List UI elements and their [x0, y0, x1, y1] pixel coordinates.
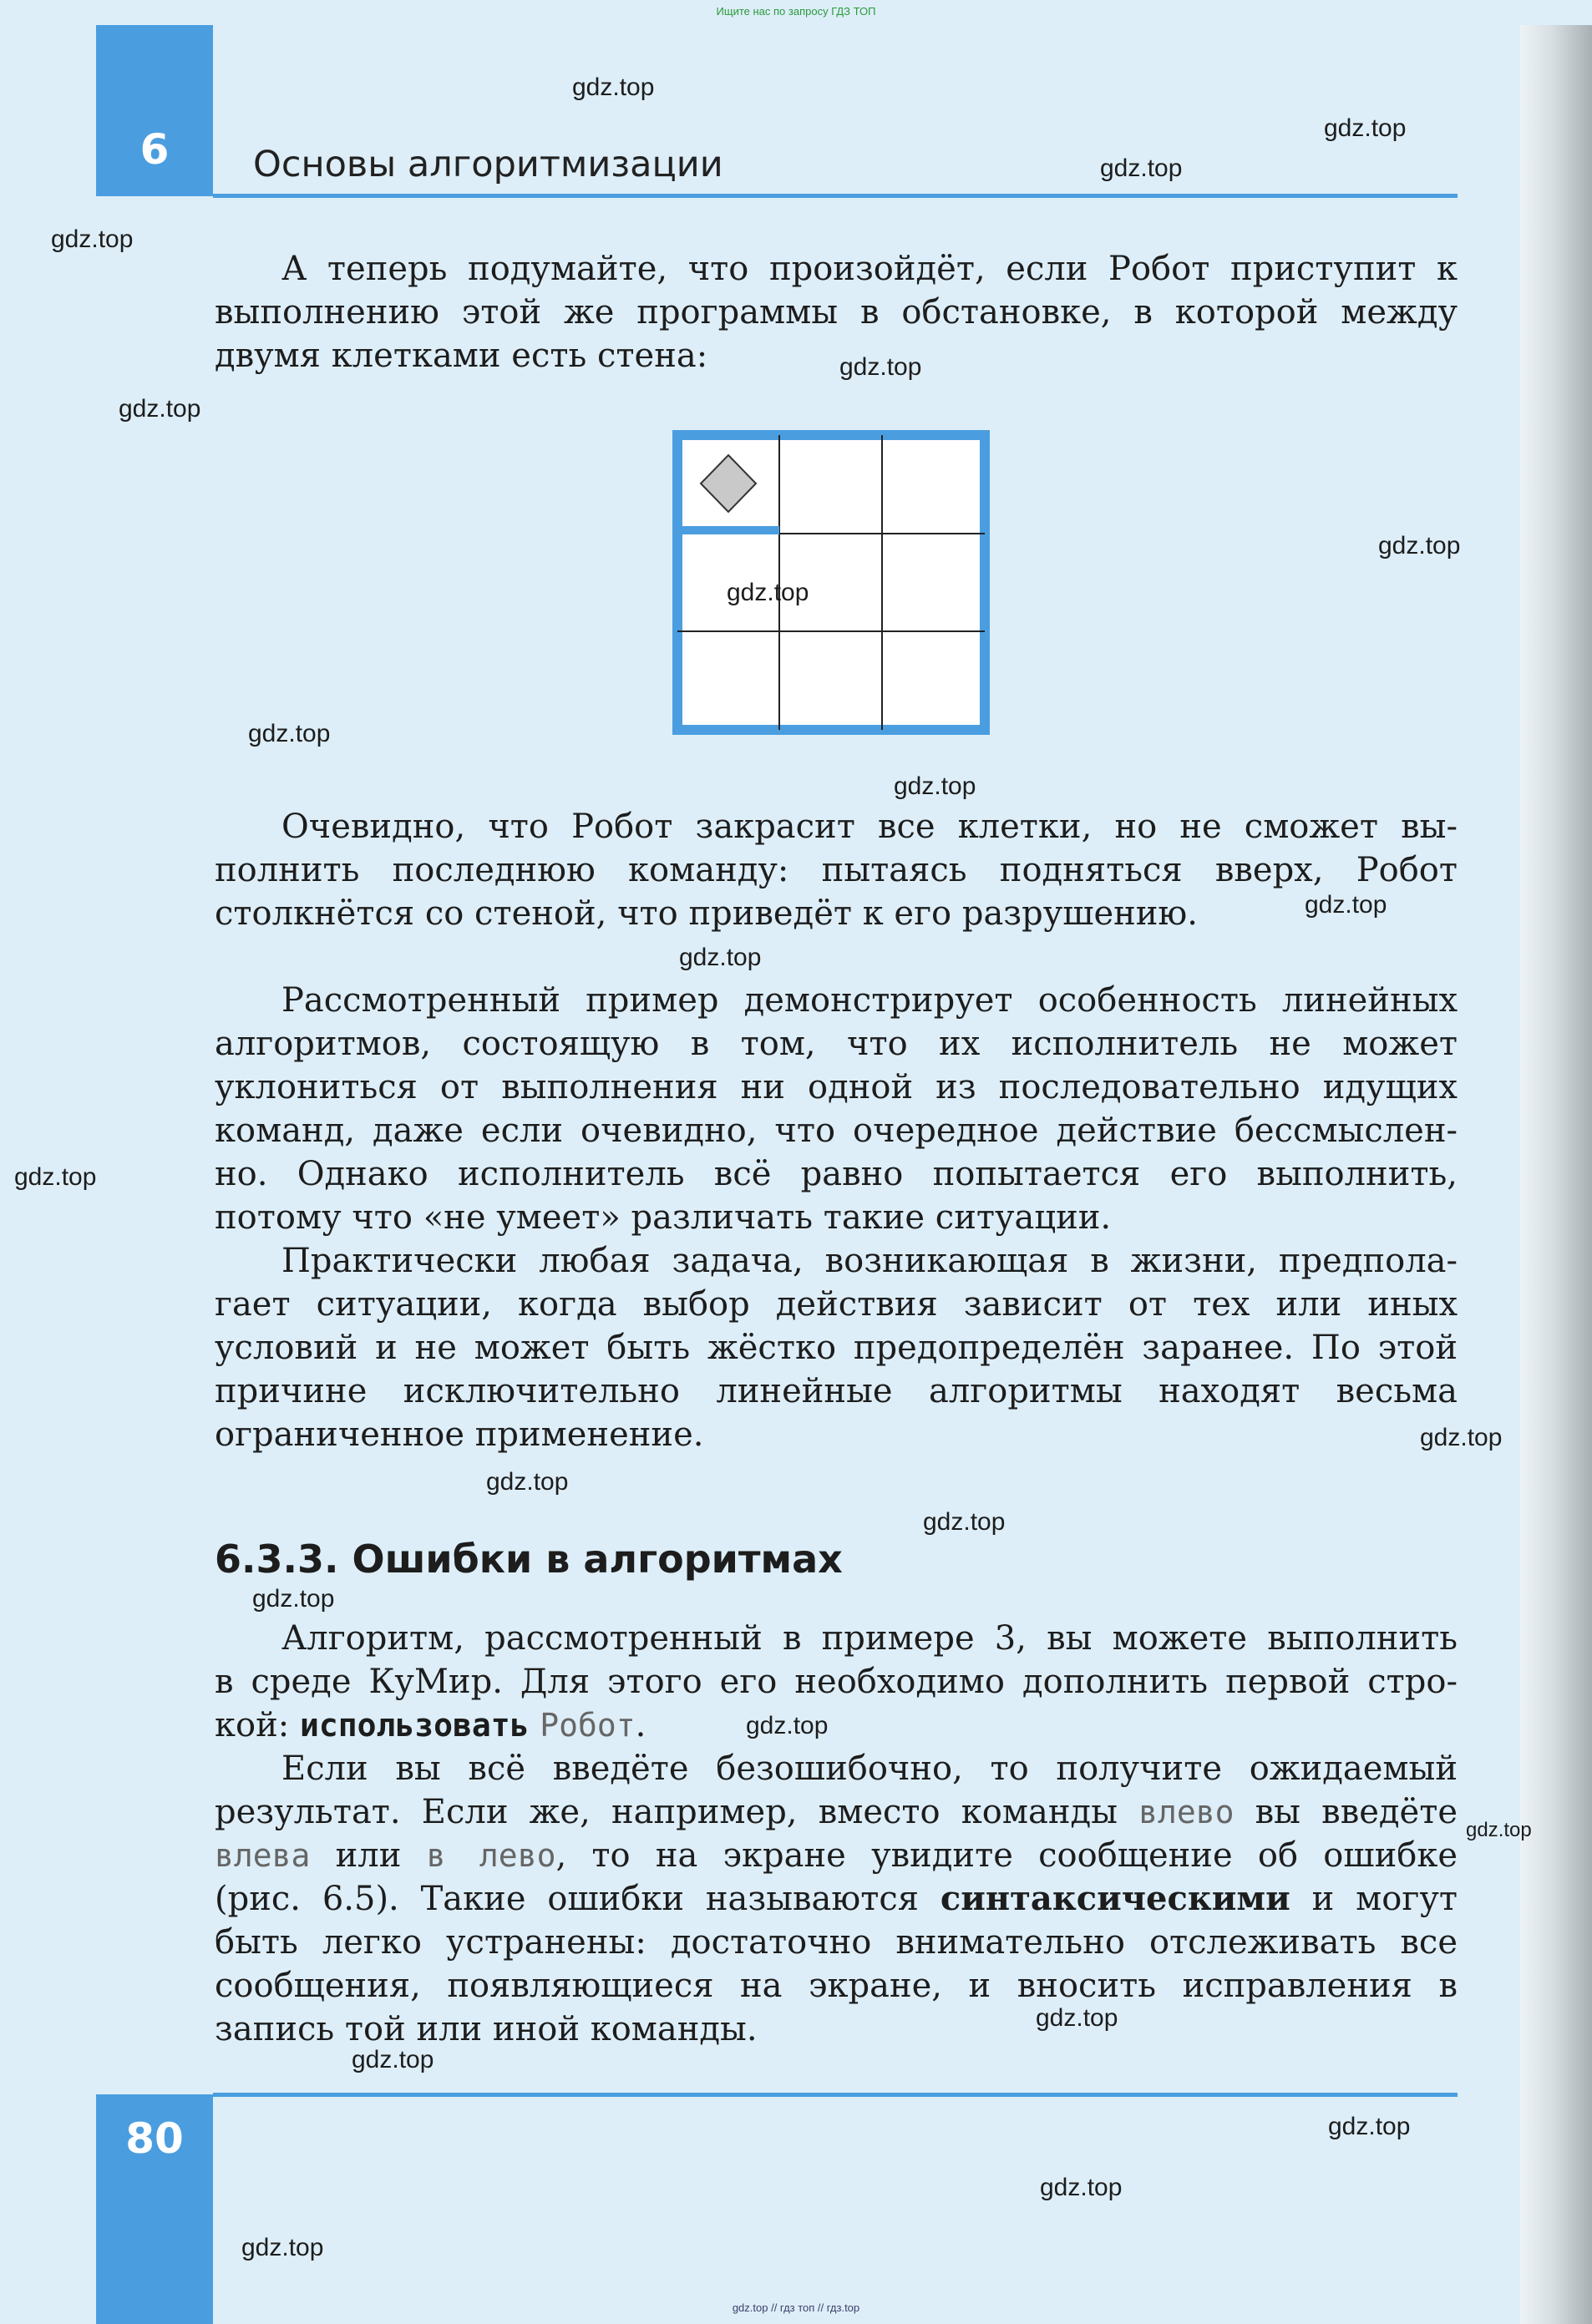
- paragraph-4: [215, 1239, 1458, 1456]
- paragraph-2: [215, 805, 1458, 935]
- text-line: но. Однако исполнитель всё равно попытается его выполнить,: [215, 1155, 1458, 1193]
- text-fragment: результат. Если же, например, вместо команды: [215, 1793, 1139, 1831]
- watermark: gdz.top: [572, 73, 655, 101]
- watermark: gdz.top: [894, 772, 976, 800]
- text-line: Рассмотренный пример демонстрирует особенность линейных: [281, 981, 1458, 1020]
- keyword-use: использовать: [299, 1707, 530, 1744]
- watermark: gdz.top: [14, 1163, 97, 1191]
- text-line: выполнению этой же программы в обстановке, в которой между: [215, 293, 1458, 332]
- watermark: gdz.top: [839, 353, 922, 381]
- watermark: gdz.top: [1324, 114, 1407, 142]
- watermark: gdz.top: [248, 720, 331, 747]
- text-line: гает ситуации, когда выбор действия зависит от тех или иных: [215, 1285, 1458, 1324]
- text-fragment: кой:: [215, 1706, 300, 1744]
- text-line: Алгоритм, рассмотренный в примере 3, вы можете выполнить: [281, 1619, 1458, 1658]
- watermark: gdz.top: [241, 2234, 324, 2261]
- bottom-note: gdz.top // гдз топ // гдз.top: [732, 2301, 860, 2314]
- text-fragment: и могут: [1290, 1880, 1458, 1918]
- chapter-number: 6: [139, 125, 170, 174]
- text-line: потому что «не умеет» различать такие ситуации.: [215, 1198, 1112, 1237]
- header-rule: [213, 194, 1458, 198]
- text-line: двумя клетками есть стена:: [215, 337, 708, 375]
- text-line: сообщения, появляющиеся на экране, и вносить исправления в: [215, 1967, 1458, 2005]
- page-edge-shadow: [1520, 25, 1592, 2324]
- text-line: А теперь подумайте, что произойдёт, если Робот приступит к: [281, 250, 1458, 288]
- paragraph-6: [215, 1747, 1458, 2051]
- text-line: запись той или иной команды.: [215, 2010, 758, 2048]
- watermark: gdz.top: [119, 395, 201, 423]
- watermark: gdz.top: [727, 579, 809, 606]
- watermark: gdz.top: [1100, 154, 1183, 182]
- text-fragment: , то на экране увидите сообщение об ошибке: [555, 1836, 1458, 1875]
- paragraph-3: [215, 979, 1458, 1239]
- watermark: gdz.top: [1420, 1424, 1503, 1451]
- text-line: [215, 1704, 1458, 1747]
- watermark: gdz.top: [352, 2046, 434, 2073]
- text-line: [215, 1834, 1458, 1877]
- text-line: ограниченное применение.: [215, 1415, 704, 1454]
- search-hint-note: Ищите нас по запросу ГДЗ ТОП: [716, 5, 876, 18]
- text-fragment: (рис. 6.5). Такие ошибки называются: [215, 1880, 940, 1918]
- watermark: gdz.top: [486, 1468, 569, 1496]
- footer-rule: [213, 2093, 1458, 2097]
- text-line: уклониться от выполнения ни одной из последовательно идущих: [215, 1068, 1458, 1106]
- text-line: Практически любая задача, возникающая в жизни, предпола-: [281, 1242, 1458, 1280]
- text-line: условий и не может быть жёстко предопределён заранее. По этой: [215, 1329, 1458, 1367]
- text-fragment: вы введёте: [1234, 1793, 1458, 1831]
- text-line: [215, 1790, 1458, 1834]
- text-line: алгоритмов, состоящую в том, что их исполнитель не может: [215, 1025, 1458, 1063]
- code-wrong-2: в лево: [426, 1837, 556, 1874]
- watermark: gdz.top: [252, 1585, 335, 1613]
- term-syntax: синтаксическими: [940, 1879, 1290, 1918]
- watermark: gdz.top: [679, 944, 762, 971]
- text-line: быть легко устранены: достаточно внимательно отслеживать все: [215, 1923, 1458, 1962]
- text-fragment: .: [635, 1706, 646, 1744]
- watermark: gdz.top: [51, 225, 134, 253]
- watermark: gdz.top: [746, 1712, 829, 1739]
- paragraph-5: [215, 1617, 1458, 1747]
- section-heading: 6.3.3. Ошибки в алгоритмах: [215, 1537, 843, 1582]
- code-wrong-1: влева: [215, 1837, 311, 1874]
- watermark: gdz.top: [923, 1508, 1006, 1536]
- code-robot: Робот: [540, 1707, 636, 1744]
- watermark: gdz.top: [1040, 2174, 1123, 2201]
- page-number: 80: [125, 2114, 184, 2163]
- paragraph-1: [215, 247, 1458, 377]
- text-fragment: или: [310, 1836, 427, 1875]
- robot-field-figure: [672, 430, 990, 735]
- text-line: Если вы всё введёте безошибочно, то получите ожидаемый: [281, 1749, 1458, 1788]
- watermark: gdz.top: [1466, 1819, 1532, 1841]
- watermark: gdz.top: [1328, 2113, 1411, 2140]
- watermark: gdz.top: [1036, 2004, 1118, 2032]
- text-line: [215, 1877, 1458, 1921]
- text-line: столкнётся со стеной, что приведёт к его разрушению.: [215, 894, 1198, 933]
- text-line: Очевидно, что Робот закрасит все клетки, но не сможет вы-: [281, 808, 1458, 846]
- text-line: команд, даже если очевидно, что очередное действие бессмыслен-: [215, 1111, 1458, 1150]
- text-line: причине исключительно линейные алгоритмы находят весьма: [215, 1372, 1458, 1410]
- text-line: полнить последнюю команду: пытаясь подняться вверх, Робот: [215, 851, 1458, 889]
- chapter-title: Основы алгоритмизации: [253, 144, 723, 185]
- text-line: в среде КуМир. Для этого его необходимо дополнить первой стро-: [215, 1663, 1458, 1701]
- watermark: gdz.top: [1305, 891, 1387, 919]
- watermark: gdz.top: [1378, 532, 1461, 559]
- code-left: влево: [1138, 1794, 1235, 1830]
